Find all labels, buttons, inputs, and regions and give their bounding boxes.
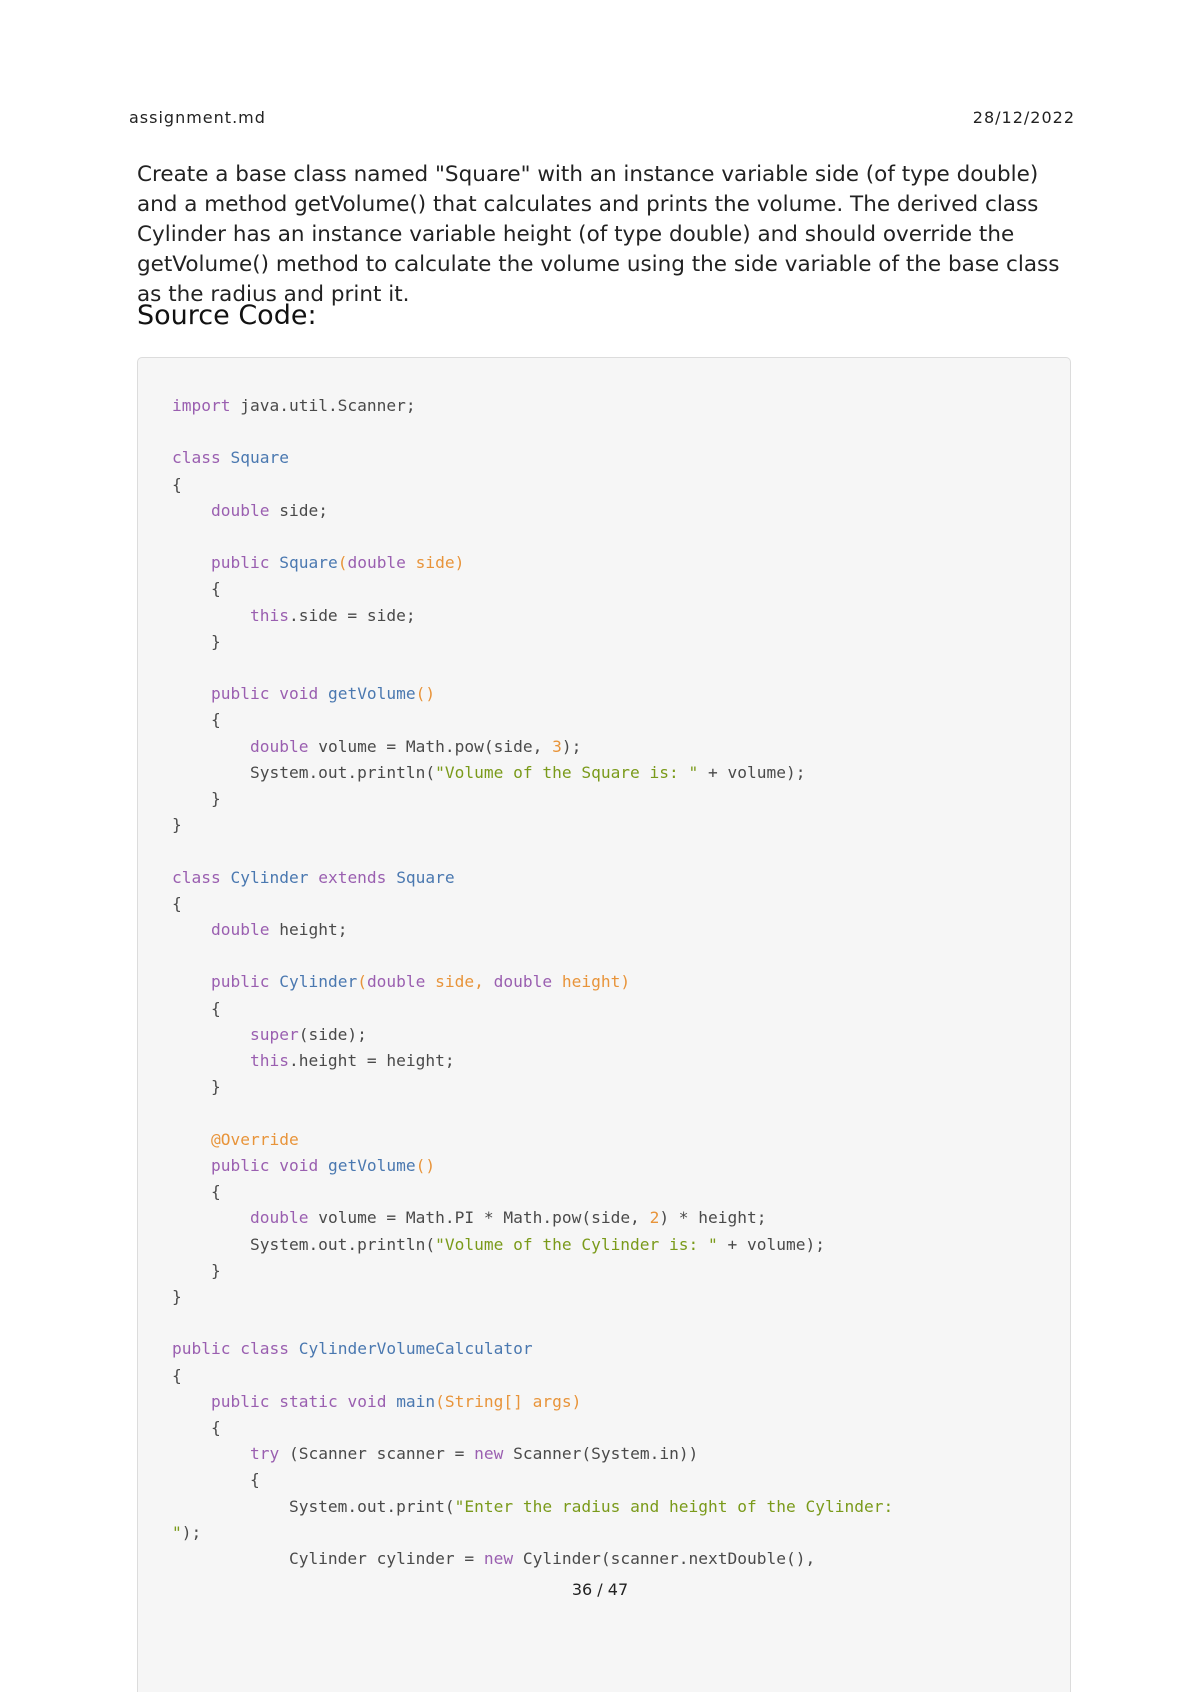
code-token [269, 972, 279, 991]
code-line [172, 632, 221, 651]
code-token: getVolume [327, 684, 416, 704]
code-token: extends [318, 867, 387, 887]
code-token: side) [405, 553, 465, 573]
code-token: } [172, 1077, 221, 1097]
code-line [172, 1025, 367, 1044]
code-token [386, 1392, 396, 1411]
code-token [338, 1392, 348, 1411]
code-token: height) [552, 972, 631, 992]
code-token: volume = Math.PI * Math.pow(side, [308, 1208, 650, 1228]
code-token: { [172, 579, 221, 599]
code-token: super [249, 1024, 299, 1044]
code-token [289, 1339, 299, 1358]
code-token [269, 684, 279, 703]
code-line [172, 396, 416, 415]
code-block [137, 357, 1071, 1692]
code-token: } [172, 1260, 221, 1280]
code-line [172, 553, 464, 572]
code-token: void [279, 684, 319, 704]
code-line [172, 710, 221, 729]
code-token: ); [561, 736, 582, 756]
code-token: @Override [210, 1129, 299, 1149]
code-line [172, 1287, 182, 1306]
code-token: ( [357, 972, 367, 992]
code-token: class [172, 448, 221, 468]
code-token: { [172, 1182, 221, 1202]
header-filename: assignment.md [129, 108, 266, 127]
code-token: void [279, 1155, 319, 1175]
code-line [172, 1392, 581, 1411]
code-token: (String[] args) [435, 1391, 582, 1411]
code-token: { [172, 1470, 260, 1490]
code-token: } [172, 815, 182, 835]
code-line [172, 1156, 435, 1175]
code-token: "Volume of the Cylinder is: " [435, 1234, 718, 1254]
code-content [172, 393, 893, 1572]
code-line [172, 1182, 221, 1201]
code-token: void [347, 1391, 387, 1411]
code-line [172, 972, 630, 991]
code-token: public [210, 684, 270, 704]
code-line [172, 475, 182, 494]
code-token [318, 1156, 328, 1175]
code-token: Cylinder(scanner.nextDouble(), [513, 1548, 816, 1568]
code-token: side, [425, 972, 494, 992]
code-token: static [279, 1391, 338, 1411]
code-token: public [210, 972, 270, 992]
code-token: () [415, 1155, 436, 1175]
code-token: 3 [552, 736, 562, 756]
intro-paragraph: Create a base class named "Square" with an instance variable side (of type double) and a method getVolume() that calculates and prints the volume. The derived class Cylinder has an instance variable height (of type double) and should override the getVolume() method to calculate the volume using the side variable of the base class as the radius and print it. [137, 162, 1060, 307]
code-token: java.util.Scanner; [230, 396, 416, 415]
code-token [172, 501, 211, 520]
code-line [172, 1339, 533, 1358]
code-token: double [249, 1208, 309, 1228]
section-title: Source Code: [137, 300, 317, 331]
code-token: double [249, 736, 309, 756]
code-token: System.out.println( [172, 762, 436, 782]
code-token: class [172, 867, 221, 887]
code-token: System.out.print( [172, 1496, 455, 1516]
code-line [172, 737, 581, 756]
code-token: ); [181, 1522, 202, 1542]
code-token: height; [269, 920, 348, 940]
code-token: } [172, 631, 221, 651]
code-token [318, 684, 328, 703]
code-line [172, 920, 347, 939]
header-date: 28/12/2022 [972, 108, 1075, 127]
code-line [172, 1444, 698, 1463]
code-token: Cylinder [230, 867, 309, 887]
code-token: class [240, 1339, 289, 1359]
code-token: ) * height; [659, 1208, 767, 1228]
code-line [172, 1497, 893, 1516]
code-token: Cylinder [279, 972, 358, 992]
code-line [172, 868, 455, 887]
code-token: (side); [298, 1024, 367, 1044]
code-token: "Volume of the Square is: " [435, 762, 699, 782]
code-line [172, 999, 221, 1018]
code-token: ( [337, 553, 348, 573]
code-token [172, 1444, 250, 1463]
code-token: { [172, 893, 182, 913]
code-token [386, 868, 396, 887]
code-token: main [396, 1391, 436, 1411]
code-token: double [210, 920, 270, 940]
code-token: Square [396, 867, 455, 887]
code-line [172, 1077, 221, 1096]
code-line [172, 1523, 201, 1542]
code-token: import [172, 396, 231, 415]
code-line [172, 1549, 815, 1568]
code-token: () [415, 684, 436, 704]
code-token: (Scanner scanner = [279, 1444, 475, 1464]
code-line [172, 1366, 182, 1385]
code-token: new [483, 1548, 514, 1568]
code-line [172, 815, 182, 834]
code-line [172, 606, 416, 625]
code-line [172, 1470, 260, 1489]
code-token: .height = height; [288, 1051, 455, 1071]
code-token [172, 1208, 250, 1227]
code-token: System.out.println( [172, 1234, 436, 1254]
code-token: double [366, 972, 426, 992]
code-token: { [172, 998, 221, 1018]
code-line [172, 1208, 767, 1227]
code-token [269, 1392, 279, 1411]
code-line [172, 1235, 825, 1254]
code-token [172, 553, 211, 572]
code-token [172, 1156, 211, 1175]
code-line [172, 448, 289, 467]
code-token [172, 1051, 250, 1070]
code-token: + volume); [717, 1234, 825, 1254]
code-token: 2 [649, 1208, 660, 1228]
code-token: public [210, 1391, 270, 1411]
code-token [172, 1025, 250, 1044]
code-token [172, 920, 211, 939]
code-token [172, 1130, 211, 1149]
code-token [269, 553, 279, 572]
code-token: Cylinder cylinder = [172, 1548, 484, 1568]
code-token [172, 972, 211, 991]
code-token: CylinderVolumeCalculator [298, 1339, 533, 1359]
code-line [172, 894, 182, 913]
code-token: Scanner(System.in)) [503, 1444, 699, 1464]
code-token: "Enter the radius and height of the Cylinder: [454, 1496, 894, 1516]
code-token: + volume); [698, 762, 806, 782]
code-token [172, 737, 250, 756]
code-token: { [172, 474, 182, 494]
code-token: } [172, 789, 221, 809]
code-line [172, 789, 221, 808]
code-line [172, 1261, 221, 1280]
code-token: { [172, 1365, 182, 1385]
code-token [172, 606, 250, 625]
code-token: try [249, 1444, 280, 1464]
code-line [172, 1051, 455, 1070]
code-token: this [249, 605, 289, 625]
code-token: public [210, 1155, 270, 1175]
code-token: .side = side; [288, 605, 416, 625]
page-number: 36 / 47 [571, 1580, 629, 1599]
code-line [172, 763, 805, 782]
code-token: this [249, 1051, 289, 1071]
code-token: double [493, 972, 553, 992]
code-line [172, 579, 221, 598]
code-line [172, 1418, 221, 1437]
code-token [172, 1392, 211, 1411]
code-token [230, 1339, 240, 1358]
code-token: { [172, 710, 221, 730]
code-token: getVolume [327, 1155, 416, 1175]
code-token: " [172, 1522, 182, 1542]
code-token: { [172, 1417, 221, 1437]
code-token: } [172, 1286, 182, 1306]
code-token: double [210, 500, 270, 520]
code-token: Square [279, 553, 338, 573]
code-token: public [210, 553, 270, 573]
code-token [172, 684, 211, 703]
code-line [172, 501, 328, 520]
code-token: volume = Math.pow(side, [308, 736, 553, 756]
code-token [308, 868, 318, 887]
code-token: side; [269, 500, 328, 520]
code-line [172, 684, 435, 703]
code-token: new [474, 1444, 504, 1464]
code-token: public [172, 1339, 231, 1359]
code-line [172, 1130, 299, 1149]
code-token [269, 1156, 279, 1175]
code-token: Square [230, 448, 289, 468]
code-token: double [347, 553, 406, 573]
